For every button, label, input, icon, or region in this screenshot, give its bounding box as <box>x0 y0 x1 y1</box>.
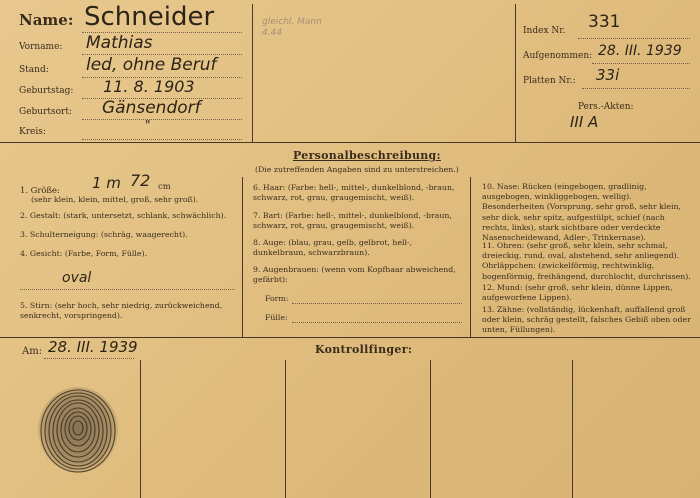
geburtsort-value: Gänsendorf <box>102 98 201 118</box>
augenbrauen-text: 9. Augenbrauen: (wenn vom Kopfhaar abweichend, gefärbt): <box>253 265 456 285</box>
name-label: Name: <box>19 11 74 29</box>
stand-label: Stand: <box>19 65 49 75</box>
header-divider-left <box>252 4 253 142</box>
akten-value: III A <box>570 113 599 131</box>
index-line <box>578 38 690 39</box>
personal-title: Personalbeschreibung: <box>293 149 441 162</box>
groesse-value-cm: 72 <box>130 171 151 190</box>
am-value: 28. III. 1939 <box>48 338 138 356</box>
finger-divider-3 <box>430 360 431 498</box>
bart-text: 7. Bart: (Farbe: hell-, mittel-, dunkelblond, -braun, schwarz, rot, grau, graugemischt, weiß). <box>253 211 452 231</box>
groesse-unit: cm <box>158 181 171 191</box>
kreis-label: Kreis: <box>19 127 46 137</box>
finger-divider-1 <box>140 360 141 498</box>
gesicht-value: oval <box>62 270 92 286</box>
vorname-value: Mathias <box>86 33 153 53</box>
stand-value: led, ohne Beruf <box>86 55 217 75</box>
nase-text: 10. Nase: Rücken (eingebogen, gradlinig, ausgebogen, winkliggebogen, wellig). Besonderheiten (Vorsprung, sehr groß, sehr klein, sehr dick, sehr spitz, aufgestülpt, schief (nach rechts, links), stark sichtbare oder verdeckte Nasenscheidewand, Adler-, Trinkernase). <box>482 182 681 243</box>
kreis-value: " <box>145 118 151 132</box>
finger-divider-4 <box>572 360 573 498</box>
aufgenommen-label: Aufgenommen: <box>523 51 593 61</box>
geburtsort-label: Geburtsort: <box>19 107 72 117</box>
geburtstag-value: 11. 8. 1903 <box>103 77 195 96</box>
header-divider-right <box>515 4 516 142</box>
platten-line <box>582 88 690 89</box>
groesse-value-m: 1 m <box>92 174 121 192</box>
header-bottom-rule <box>0 142 700 143</box>
middle-pencil-note: gleichl. Mann 4.44 <box>262 17 322 38</box>
fuelle-line <box>292 322 462 323</box>
index-label: Index Nr. <box>523 26 566 36</box>
haar-text: 6. Haar: (Farbe: hell-, mittel-, dunkelblond, -braun, schwarz, rot, grau, graugemischt, weiß). <box>253 183 455 203</box>
stirn-text: 5. Stirn: (sehr hoch, sehr niedrig, zurückweichend, senkrecht, vorspringend). <box>20 301 223 321</box>
personal-subtitle: (Die zutreffenden Angaben sind zu unterstreichen.) <box>255 165 459 174</box>
kontrollfinger-title: Kontrollfinger: <box>315 343 413 356</box>
geburtsort-line <box>82 119 242 120</box>
am-line <box>44 358 134 359</box>
auge-text: 8. Auge: (blau, grau, gelb, gelbrot, hell-, dunkelbraun, schwarzbraun). <box>253 238 413 258</box>
kreis-line <box>82 139 242 140</box>
gesicht-line <box>20 289 235 290</box>
vorname-label: Vorname: <box>19 42 63 52</box>
groesse-options: (sehr klein, klein, mittel, groß, sehr groß). <box>31 195 199 204</box>
form-line <box>292 303 462 304</box>
aufgenommen-value: 28. III. 1939 <box>598 43 682 59</box>
fingerprint-image <box>34 384 122 476</box>
fuelle-label: Fülle: <box>265 313 288 322</box>
ohren-text: 11. Ohren: (sehr groß, sehr klein, sehr schmal, dreieckig, rund, oval, abstehend, sehr anliegend). Ohrläppchen: (zwickelförmig, rechtwinklig, bogenförmig, freihängend, durchlocht, durchrissen). <box>482 241 691 281</box>
gesicht-text: 4. Gesicht: (Farbe, Form, Fülle). <box>20 249 148 258</box>
form-label: Form: <box>265 294 289 303</box>
am-label: Am: <box>22 346 43 357</box>
schulter-text: 3. Schulterneigung: (schräg, waagerecht). <box>20 230 188 239</box>
groesse-label: 1. Größe: <box>20 185 60 195</box>
gestalt-text: 2. Gestalt: (stark, untersetzt, schlank, schwächlich). <box>20 211 227 220</box>
zaehne-text: 13. Zähne: (vollständig, lückenhaft, auffallend groß oder klein, schräg gestellt, falsches Gebiß oben oder unten, Füllungen). <box>482 305 691 335</box>
platten-value: 33i <box>596 66 620 84</box>
akten-label: Pers.-Akten: <box>578 102 634 112</box>
desc-divider-right <box>470 177 471 337</box>
index-value: 331 <box>588 12 621 32</box>
aufgenommen-line <box>592 63 690 64</box>
name-value: Schneider <box>84 2 215 32</box>
platten-label: Platten Nr.: <box>523 76 576 86</box>
geburtstag-label: Geburtstag: <box>19 86 74 96</box>
finger-divider-2 <box>285 360 286 498</box>
desc-divider-left <box>242 177 243 337</box>
mund-text: 12. Mund: (sehr groß, sehr klein, dünne Lippen, aufgeworfene Lippen). <box>482 283 673 303</box>
